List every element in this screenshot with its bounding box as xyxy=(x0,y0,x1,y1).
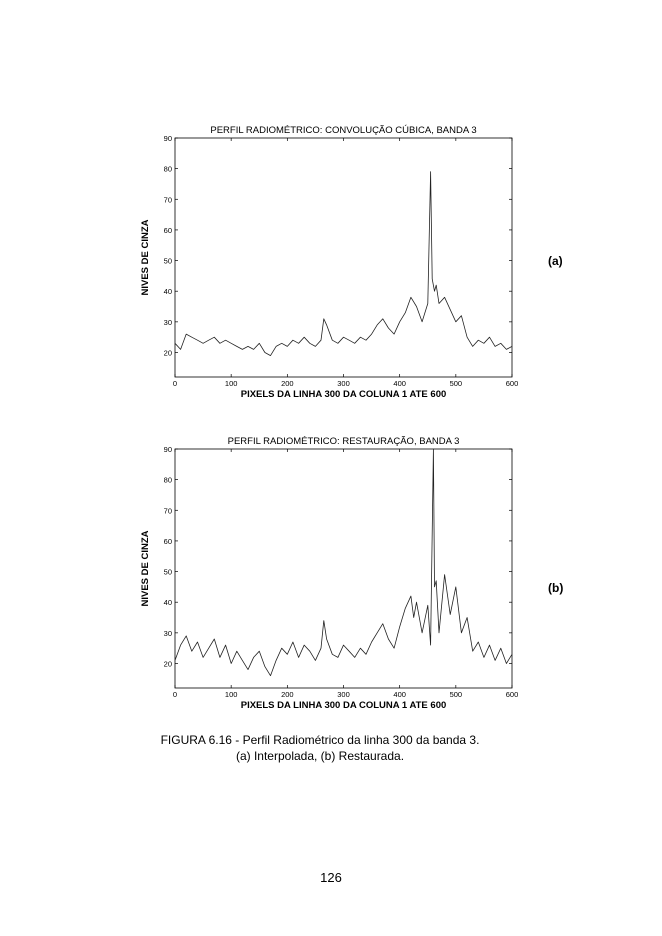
y-tick-label: 20 xyxy=(163,348,172,358)
x-tick-label: 600 xyxy=(505,690,519,699)
y-tick-label: 60 xyxy=(163,225,172,235)
x-tick-label: 100 xyxy=(224,690,238,699)
series-line xyxy=(175,172,512,356)
y-tick-label: 60 xyxy=(163,536,172,546)
x-tick-label: 300 xyxy=(337,379,350,388)
chart-title: PERFIL RADIOMÉTRICO: RESTAURAÇÃO, BANDA 3 xyxy=(227,436,460,447)
x-tick-label: 0 xyxy=(172,690,178,699)
y-tick-label: 30 xyxy=(163,628,172,638)
plot-frame xyxy=(175,449,512,688)
y-tick-label: 80 xyxy=(163,475,172,485)
chart-title: PERFIL RADIOMÉTRICO: CONVOLUÇÃO CÚBICA, BANDA 3 xyxy=(210,125,477,136)
panel-label-b: (b) xyxy=(548,581,564,595)
y-tick-label: 70 xyxy=(163,506,172,516)
x-tick-label: 400 xyxy=(393,690,406,699)
x-tick-label: 400 xyxy=(393,379,406,388)
caption-line-1: FIGURA 6.16 - Perfil Radiométrico da linha 300 da banda 3. xyxy=(160,733,480,747)
caption-line-2: (a) Interpolada, (b) Restaurada. xyxy=(235,749,405,763)
y-axis-label: NIVES DE CINZA xyxy=(140,219,151,296)
y-tick-label: 40 xyxy=(163,287,172,297)
x-tick-label: 600 xyxy=(505,379,519,388)
x-axis-label: PIXELS DA LINHA 300 DA COLUNA 1 ATE 600 xyxy=(240,389,447,400)
y-tick-label: 20 xyxy=(163,659,172,669)
y-tick-label: 40 xyxy=(163,598,172,608)
x-tick-label: 100 xyxy=(224,379,238,388)
y-tick-label: 90 xyxy=(163,445,172,454)
y-tick-label: 70 xyxy=(163,195,172,205)
y-tick-label: 80 xyxy=(163,164,172,174)
x-tick-label: 200 xyxy=(281,690,294,699)
panel-label-a: (a) xyxy=(548,254,563,268)
x-tick-label: 500 xyxy=(449,379,463,388)
y-tick-label: 50 xyxy=(163,567,172,577)
page-number: 126 xyxy=(320,870,342,885)
x-tick-label: 500 xyxy=(449,690,463,699)
y-tick-label: 30 xyxy=(163,317,172,327)
y-tick-label: 90 xyxy=(163,134,172,143)
series-line xyxy=(175,449,512,676)
x-axis-label: PIXELS DA LINHA 300 DA COLUNA 1 ATE 600 xyxy=(240,700,447,711)
x-tick-label: 300 xyxy=(337,690,350,699)
plot-frame xyxy=(175,138,512,377)
chart-a xyxy=(0,0,662,420)
x-tick-label: 200 xyxy=(281,379,294,388)
figure-caption xyxy=(100,732,540,764)
y-tick-label: 50 xyxy=(163,256,172,266)
x-tick-label: 0 xyxy=(172,379,178,388)
y-axis-label: NIVES DE CINZA xyxy=(140,530,151,607)
